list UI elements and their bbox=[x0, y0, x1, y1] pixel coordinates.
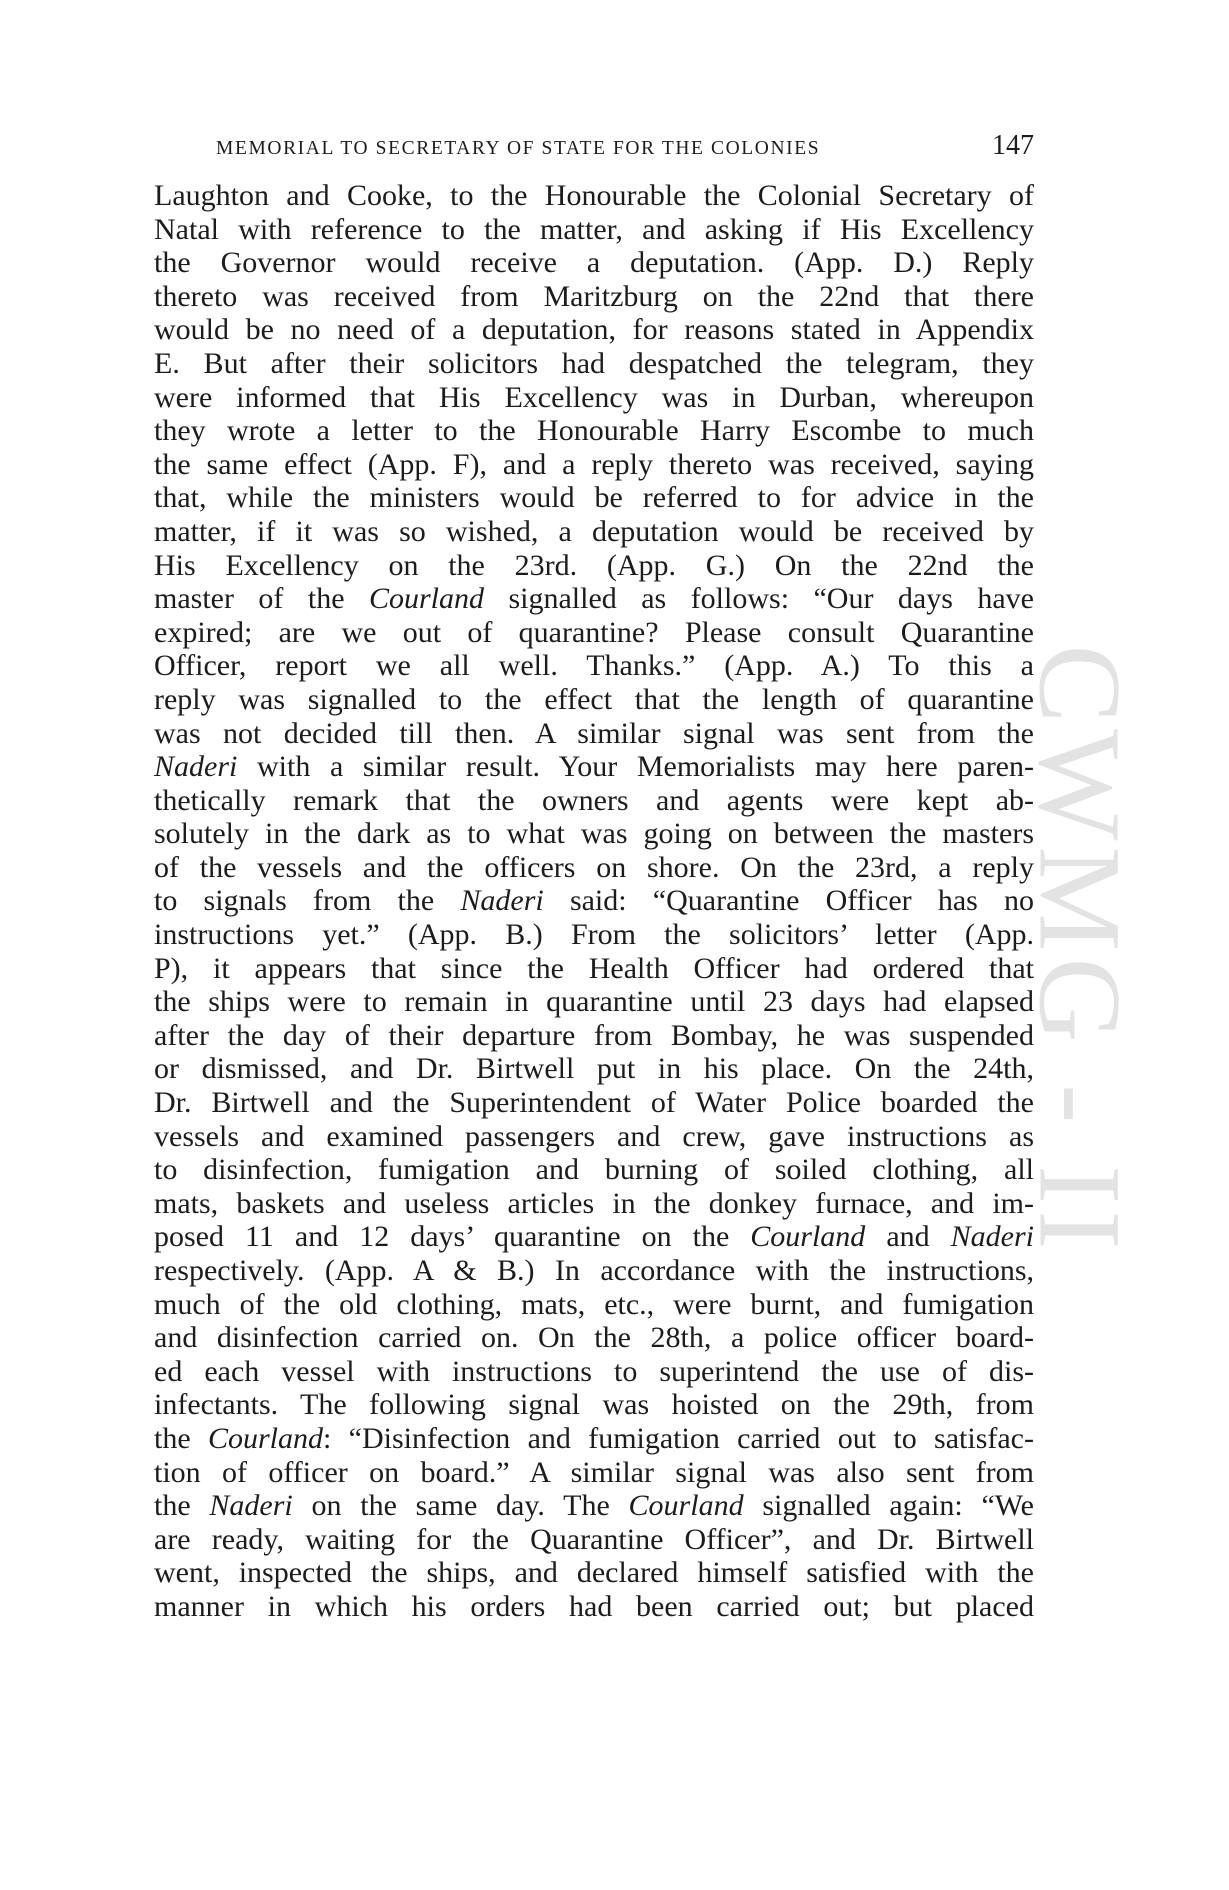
text-line bbox=[154, 448, 1034, 482]
running-title: MEMORIAL TO SECRETARY OF STATE FOR THE COLONIES bbox=[216, 138, 821, 159]
text-run: Natal with reference to the matter, and asking if His Excellency bbox=[154, 212, 1034, 246]
text-line bbox=[154, 1422, 1034, 1456]
body-text bbox=[154, 179, 1034, 1624]
text-line bbox=[154, 1019, 1034, 1053]
text-run: solutely in the dark as to what was going on between the masters bbox=[154, 817, 1034, 851]
text-line bbox=[154, 582, 1034, 616]
text-line bbox=[154, 884, 1034, 918]
text-line bbox=[154, 750, 1034, 784]
text-line bbox=[154, 1220, 1034, 1254]
text-run: would be no need of a deputation, for reasons stated in Appendix bbox=[154, 313, 1034, 347]
text-run: respectively. (App. A & B.) In accordance with the instructions, bbox=[154, 1254, 1034, 1287]
text-run: on the same day. The bbox=[292, 1489, 629, 1523]
text-line bbox=[154, 1321, 1034, 1355]
text-run: with a similar result. Your Memorialists may here paren- bbox=[237, 750, 1034, 784]
text-line bbox=[154, 918, 1034, 952]
text-run: after the day of their departure from Bombay, he was suspended bbox=[154, 1018, 1034, 1052]
running-head bbox=[156, 128, 1034, 168]
text-run: signalled as follows: “Our days have bbox=[484, 582, 1034, 616]
page-number: 147 bbox=[992, 130, 1034, 161]
text-line bbox=[154, 1120, 1034, 1154]
italic-ship-name: Naderi bbox=[209, 1489, 293, 1523]
text-run: the Governor would receive a deputation. (App. D.) Reply bbox=[154, 246, 1034, 280]
text-line bbox=[154, 616, 1034, 650]
text-run: posed 11 and 12 days’ quarantine on the bbox=[154, 1220, 751, 1254]
text-line bbox=[154, 549, 1034, 583]
text-line bbox=[154, 515, 1034, 549]
text-run: signalled again: “We bbox=[743, 1489, 1034, 1523]
watermark bbox=[1015, 570, 1147, 1330]
text-line bbox=[154, 381, 1034, 415]
italic-ship-name: Naderi bbox=[154, 750, 238, 784]
text-run: ed each vessel with instructions to superintend the use of dis- bbox=[154, 1354, 1034, 1388]
text-line bbox=[154, 1052, 1034, 1086]
text-run: the bbox=[154, 1489, 210, 1523]
text-line bbox=[154, 683, 1034, 717]
text-run: reply was signalled to the effect that the length of quarantine bbox=[154, 682, 1034, 716]
text-run: the same effect (App. F), and a reply thereto was received, saying bbox=[154, 447, 1034, 481]
text-run: tion of officer on board.” A similar signal was also sent from bbox=[154, 1455, 1034, 1489]
text-run: Laughton and Cooke, to the Honourable the Colonial Secretary of bbox=[154, 179, 1034, 212]
text-line bbox=[154, 851, 1034, 885]
text-line bbox=[154, 1456, 1034, 1490]
text-line bbox=[154, 1288, 1034, 1322]
text-line bbox=[154, 213, 1034, 247]
italic-ship-name: Naderi bbox=[460, 884, 544, 918]
text-run: vessels and examined passengers and crew, gave instructions as bbox=[154, 1119, 1034, 1153]
text-run: that, while the ministers would be referred to for advice in the bbox=[154, 481, 1034, 515]
text-run: much of the old clothing, mats, etc., were burnt, and fumigation bbox=[154, 1287, 1034, 1321]
watermark-text: CWMG - II bbox=[1015, 644, 1147, 1256]
text-line bbox=[154, 414, 1034, 448]
text-run: matter, if it was so wished, a deputation would be received by bbox=[154, 514, 1034, 548]
text-run: instructions yet.” (App. B.) From the solicitors’ letter (App. bbox=[154, 918, 1034, 952]
italic-ship-name: Courland bbox=[750, 1220, 866, 1254]
text-line bbox=[154, 179, 1034, 213]
text-run: the ships were to remain in quarantine until 23 days had elapsed bbox=[154, 985, 1034, 1019]
text-line bbox=[154, 280, 1034, 314]
text-run: mats, baskets and useless articles in the donkey furnace, and im- bbox=[154, 1186, 1034, 1220]
text-run: are ready, waiting for the Quarantine Officer”, and Dr. Birtwell bbox=[154, 1522, 1034, 1556]
text-run: of the vessels and the officers on shore. On the 23rd, a reply bbox=[154, 850, 1034, 884]
text-run: E. But after their solicitors had despatched the telegram, they bbox=[154, 346, 1034, 380]
text-line bbox=[154, 1388, 1034, 1422]
text-run: expired; are we out of quarantine? Please consult Quarantine bbox=[154, 615, 1034, 649]
text-run: were informed that His Excellency was in Durban, whereupon bbox=[154, 380, 1034, 414]
text-run: they wrote a letter to the Honourable Harry Escombe to much bbox=[154, 414, 1034, 448]
text-line bbox=[154, 1556, 1034, 1590]
italic-ship-name: Naderi bbox=[950, 1220, 1034, 1254]
text-line bbox=[154, 717, 1034, 751]
text-run: was not decided till then. A similar signal was sent from the bbox=[154, 716, 1034, 750]
italic-ship-name: Courland bbox=[628, 1489, 744, 1523]
text-run: : “Disinfection and fumigation carried out to satisfac- bbox=[323, 1421, 1034, 1455]
italic-ship-name: Courland bbox=[207, 1421, 323, 1455]
text-run: to signals from the bbox=[154, 884, 461, 918]
text-line bbox=[154, 246, 1034, 280]
text-line bbox=[154, 481, 1034, 515]
text-run: Dr. Birtwell and the Superintendent of Water Police boarded the bbox=[154, 1086, 1034, 1120]
text-line bbox=[154, 1489, 1034, 1523]
italic-ship-name: Courland bbox=[368, 582, 485, 616]
text-line bbox=[154, 1523, 1034, 1557]
text-line bbox=[154, 817, 1034, 851]
text-run: thereto was received from Maritzburg on the 22nd that there bbox=[154, 279, 1034, 313]
text-run: the bbox=[154, 1421, 208, 1455]
text-run: said: “Quarantine Officer has no bbox=[543, 884, 1035, 918]
text-line bbox=[154, 347, 1034, 381]
text-run: and disinfection carried on. On the 28th, a police officer board- bbox=[154, 1321, 1034, 1355]
text-run: to disinfection, fumigation and burning of soiled clothing, all bbox=[154, 1153, 1034, 1187]
text-line bbox=[154, 1153, 1034, 1187]
text-line bbox=[154, 1086, 1034, 1120]
text-run: and bbox=[865, 1220, 951, 1254]
text-run: manner in which his orders had been carried out; but placed bbox=[154, 1589, 1034, 1623]
text-run: infectants. The following signal was hoisted on the 29th, from bbox=[154, 1388, 1034, 1422]
text-run: P), it appears that since the Health Officer had ordered that bbox=[154, 951, 1034, 985]
text-line bbox=[154, 1254, 1034, 1288]
text-line bbox=[154, 1187, 1034, 1221]
text-run: or dismissed, and Dr. Birtwell put in his place. On the 24th, bbox=[154, 1052, 1034, 1086]
text-line bbox=[154, 313, 1034, 347]
text-run: Officer, report we all well. Thanks.” (App. A.) To this a bbox=[154, 649, 1034, 683]
text-line bbox=[154, 649, 1034, 683]
text-line bbox=[154, 952, 1034, 986]
text-line bbox=[154, 1590, 1034, 1624]
text-run: His Excellency on the 23rd. (App. G.) On the 22nd the bbox=[154, 548, 1034, 582]
text-run: went, inspected the ships, and declared himself satisfied with the bbox=[154, 1556, 1034, 1590]
text-line bbox=[154, 1355, 1034, 1389]
text-line bbox=[154, 985, 1034, 1019]
text-line bbox=[154, 784, 1034, 818]
text-run: master of the bbox=[154, 582, 369, 616]
text-run: thetically remark that the owners and agents were kept ab- bbox=[154, 783, 1034, 817]
